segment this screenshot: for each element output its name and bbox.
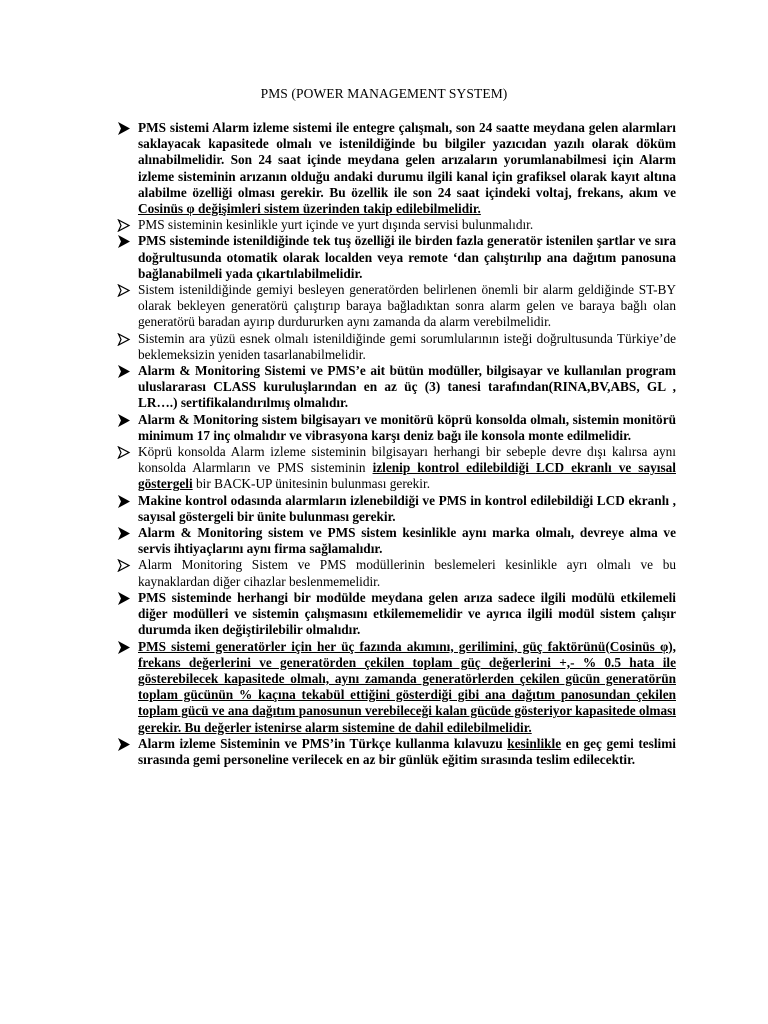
arrowhead-bullet-icon (116, 122, 132, 135)
item-text: PMS sistemi Alarm izleme sistemi ile entegre çalışmalı, son 24 saatte meydana gelen alarmları saklayacak kapasitede olmalı ve istenildiğinde bu bilgiler yazıcıdan yazılı olarak döküm alınabilmelidir. Son 24 saat içinde meydana gelen arızaların yorumlanabilmesi için Alarm izleme sisteminin arızanın olduğu andaki durumu ilgili kanal için grafiksel olarak kayıt altına alabilme özelliği olması gerekir. Bu özellik ile son 24 saat içindeki voltaj, frekans, akım ve (138, 120, 676, 200)
list-item (116, 363, 676, 412)
list-item (116, 557, 676, 589)
list-item (116, 412, 676, 444)
item-text: Alarm izleme Sisteminin ve PMS’in Türkçe kullanma kılavuzu (138, 735, 508, 751)
requirements-list (116, 120, 676, 768)
list-item (116, 233, 676, 282)
item-text: Alarm Monitoring Sistem ve PMS modüllerinin beslemeleri kesinlikle ayrı olmalı ve bu kaynaklardan diğer cihazlar beslenmemelidir. (138, 557, 676, 589)
item-text: PMS sisteminde herhangi bir modülde meydana gelen arıza sadece ilgili modülü etkilemeli diğer modülleri ve sistemin çalışmasını etkilememelidir ve ayrıca ilgili modül sistem çalışır durumda iken değiştirilebilir olmalıdır. (138, 589, 676, 638)
list-item (116, 736, 676, 768)
item-text: Alarm & Monitoring sistem ve PMS sistem kesinlikle aynı marka olmalı, devreye alma ve servis ihtiyaçlarını aynı firma sağlamalıdır. (138, 525, 676, 557)
list-item (116, 444, 676, 493)
arrowhead-bullet-icon (116, 495, 132, 508)
arrowhead-bullet-icon (116, 527, 132, 540)
list-item (116, 493, 676, 525)
list-item (116, 217, 676, 233)
list-item (116, 282, 676, 331)
list-item (116, 331, 676, 363)
underlined-text: PMS sistemi generatörler için her üç fazında akımını, gerilimini, güç faktörünü(Cosinüs φ), frekans değerlerini ve generatörden çekilen toplam güç değerlerini +,- % 0.5 hata ile gösterebilecek kapasitede olmalı, aynı zamanda generatörlerden çekilen gücün generatörün toplam gücünün % kaçına tekabül ettiğini gösterdiği gibi ana dağıtım panosundan çekilen toplam gücü ve ana dağıtım panosunun verebileceği kalan gücüde gösteriyor kapasitede olması gerekir. Bu değerler istenirse alarm sistemine de dahil edilebilmelidir. (138, 638, 676, 735)
item-text: PMS sisteminde istenildiğinde tek tuş özelliği ile birden fazla generatör istenilen şartlar ve sıra doğrultusunda otomatik olarak localden veya remote ‘dan çalıştırılıp ana dağıtım panosuna bağlanabilmeli yada çıkartılabilmelidir. (138, 233, 676, 281)
arrowhead-bullet-icon (116, 559, 132, 572)
item-text: Sistemin ara yüzü esnek olmalı istenildiğinde gemi sorumlularının isteği doğrultusunda Türkiye’de beklemeksizin yeniden tasarlanabilmelidir. (138, 330, 676, 362)
arrowhead-bullet-icon (116, 365, 132, 378)
arrowhead-bullet-icon (116, 738, 132, 751)
item-text: Sistem istenildiğinde gemiyi besleyen generatörden belirlenen önemli bir alarm geldiğinde ST-BY olarak bekleyen generatörü çalıştırıp baraya bağladıktan sonra alarm gelen ve baraya bağlı olan generatörü baradan ayırıp durdururken aynı zamanda da alarm verebilmelidir. (138, 282, 676, 330)
document-title: PMS (POWER MANAGEMENT SYSTEM) (260, 86, 508, 101)
arrowhead-bullet-icon (116, 641, 132, 654)
list-item (116, 639, 676, 736)
item-text: PMS sisteminin kesinlikle yurt içinde ve yurt dışında servisi bulunmalıdır. (138, 217, 534, 233)
list-item (116, 525, 676, 557)
item-text: en geç gemi teslimi sırasında gemi personeline verilecek en az bir günlük eğitim sırasında teslim edilecektir. (138, 735, 676, 767)
list-item (116, 120, 676, 217)
item-text: Köprü konsolda Alarm izleme sisteminin bilgisayarı herhangi bir sebeple devre dışı kalırsa aynı konsolda Alarmların ve PMS sisteminin (138, 444, 676, 476)
underlined-text: izlenip kontrol edilebildiği LCD ekranlı ve sayısal göstergeli (138, 460, 676, 492)
arrowhead-bullet-icon (116, 446, 132, 459)
item-text: Makine kontrol odasında alarmların izlenebildiği ve PMS in kontrol edilebildiği LCD ekranlı , sayısal göstergeli bir ünite bulunması gerekir. (138, 492, 676, 524)
arrowhead-bullet-icon (116, 219, 132, 232)
arrowhead-bullet-icon (116, 414, 132, 427)
underlined-text: Cosinüs φ değişimleri sistem üzerinden takip edilebilmelidir. (138, 201, 481, 217)
arrowhead-bullet-icon (116, 333, 132, 346)
item-text: Alarm & Monitoring sistem bilgisayarı ve monitörü köprü konsolda olmalı, sistemin monitörü minimum 17 inç olmalıdır ve vibrasyona karşı deniz bağı ile konsola monte edilmelidir. (138, 411, 676, 443)
item-text: bir BACK-UP ünitesinin bulunması gerekir. (192, 476, 431, 492)
arrowhead-bullet-icon (116, 284, 132, 297)
item-text: Alarm & Monitoring Sistemi ve PMS’e ait bütün modüller, bilgisayar ve kullanılan program uluslararası CLASS kuruluşlarından en az üç (3) tanesi tarafından(RINA,BV,ABS, GL , LR….) sertifikalandırılmış olmalıdır. (138, 363, 676, 411)
arrowhead-bullet-icon (116, 592, 132, 605)
underlined-text: kesinlikle (507, 735, 562, 751)
arrowhead-bullet-icon (116, 235, 132, 248)
list-item (116, 590, 676, 639)
